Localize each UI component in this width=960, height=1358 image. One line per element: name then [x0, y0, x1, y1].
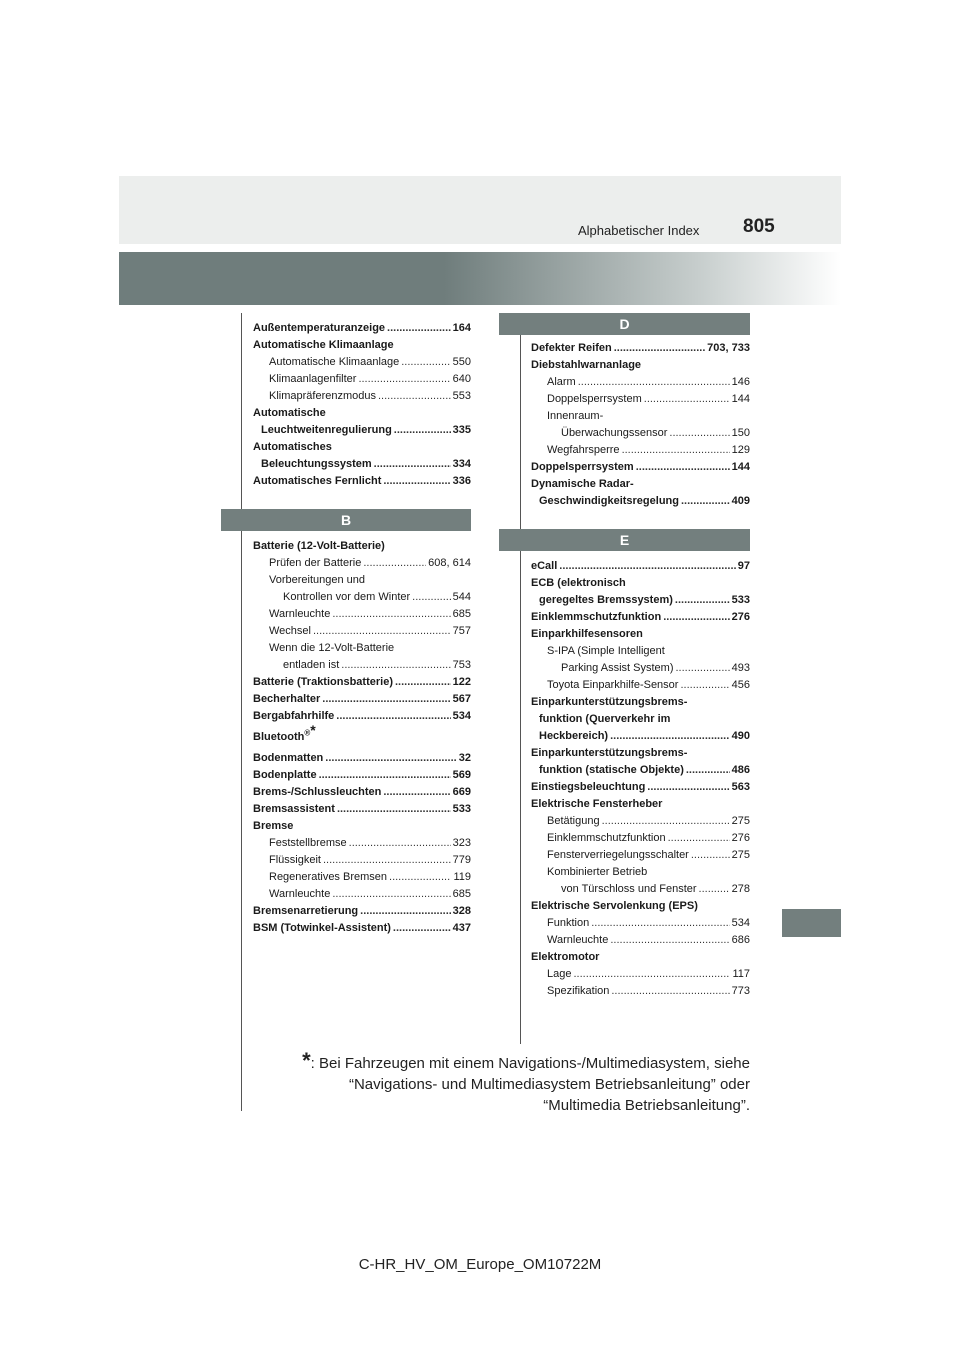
leader-dots — [573, 966, 730, 983]
index-heading-text: Wenn die 12-Volt-Batterie — [269, 642, 395, 654]
index-entry-text: Parking Assist System) — [561, 662, 674, 674]
index-heading-text: Automatisches — [253, 441, 332, 453]
index-entry-text: Außentemperaturanzeige — [253, 322, 386, 334]
leader-dots — [387, 320, 451, 337]
index-entry — [253, 456, 471, 473]
leader-dots — [602, 813, 730, 830]
leader-dots — [644, 391, 730, 408]
index-entry-text: Geschwindigkeitsregelung — [539, 495, 679, 507]
index-page-ref: 553 — [452, 390, 471, 402]
index-heading-text: S-IPA (Simple Intelligent — [547, 645, 665, 657]
index-heading — [531, 694, 750, 711]
footnote-line-2: “Navigations- und Multimediasystem Betriebsanleitung” oder — [348, 1076, 750, 1093]
leader-dots — [686, 762, 730, 779]
index-heading-text: Bremse — [253, 820, 294, 832]
leader-dots — [691, 847, 730, 864]
index-heading — [531, 745, 750, 762]
index-entry-text: Spezifikation — [547, 985, 610, 997]
leader-dots — [337, 801, 451, 818]
letter-heading-d-wrap — [499, 313, 750, 335]
index-entry — [531, 609, 750, 626]
index-group-b — [253, 538, 471, 937]
index-entry — [253, 354, 471, 371]
footnote-line-1: : Bei Fahrzeugen mit einem Navigations-/Multimediasystem, siehe — [310, 1055, 750, 1072]
index-entry — [253, 750, 471, 767]
index-entry-text: Regeneratives Bremsen — [269, 871, 388, 883]
index-entry — [253, 555, 471, 572]
index-entry-text: Wechsel — [269, 625, 311, 637]
index-page-ref: 567 — [452, 693, 471, 705]
leader-dots — [647, 779, 729, 796]
leader-dots — [374, 456, 451, 473]
letter-heading-e: E — [499, 529, 750, 551]
chapter-gradient-bar — [119, 252, 841, 305]
index-page-ref: 323 — [452, 837, 471, 849]
index-entry — [253, 674, 471, 691]
index-page-ref: 119 — [453, 871, 471, 883]
index-entry-text: Warnleuchte — [269, 888, 331, 900]
index-page-ref: 146 — [731, 376, 750, 388]
index-entry — [531, 779, 750, 796]
index-entry-text: Fensterverriegelungsschalter — [547, 849, 689, 861]
index-page-ref: 456 — [731, 679, 750, 691]
leader-dots — [322, 691, 450, 708]
index-entry-text: Klimaanlagenfilter — [269, 373, 357, 385]
leader-dots — [336, 708, 450, 725]
index-entry-text: Einstiegsbeleuchtung — [531, 781, 646, 793]
index-page-ref: 669 — [452, 786, 471, 798]
leader-dots — [360, 903, 450, 920]
leader-dots — [393, 920, 451, 937]
index-group-a — [253, 320, 471, 490]
index-page-ref: 544 — [452, 591, 471, 603]
index-heading-text: Diebstahlwarnanlage — [531, 359, 642, 371]
index-entry — [531, 830, 750, 847]
index-heading-text: Einparkunterstützungsbrems- — [531, 696, 688, 708]
index-entry — [253, 589, 471, 606]
index-page-ref: 563 — [731, 781, 750, 793]
index-entry — [531, 340, 750, 357]
index-entry — [253, 320, 471, 337]
footnote-star: * — [302, 1048, 311, 1073]
index-entry — [253, 920, 471, 937]
leader-dots — [559, 558, 735, 575]
leader-dots — [395, 674, 451, 691]
index-heading-text: Dynamische Radar- — [531, 478, 634, 490]
section-title: Alphabetischer Index — [578, 223, 700, 238]
index-entry-text: geregeltes Bremssystem) — [539, 594, 673, 606]
index-page-ref: 278 — [731, 883, 750, 895]
index-page-ref: 164 — [452, 322, 471, 334]
index-page-ref: 533 — [731, 594, 750, 606]
index-entry-text: Warnleuchte — [547, 934, 609, 946]
index-entry — [531, 459, 750, 476]
index-entry — [253, 903, 471, 920]
index-entry-text: Brems-/Schlussleuchten — [253, 786, 382, 798]
index-heading — [253, 572, 471, 589]
leader-dots — [383, 473, 450, 490]
leader-dots — [636, 459, 730, 476]
letter-heading-b: B — [221, 509, 471, 531]
index-entry — [253, 869, 471, 886]
leader-dots — [675, 592, 730, 609]
index-entry — [253, 852, 471, 869]
index-page-ref: 686 — [731, 934, 750, 946]
index-entry — [253, 801, 471, 818]
index-entry-text: Bodenplatte — [253, 769, 317, 781]
index-entry-text: Prüfen der Batterie — [269, 557, 362, 569]
index-column-left — [253, 320, 471, 937]
index-page-ref: 276 — [731, 832, 750, 844]
index-heading — [531, 575, 750, 592]
index-page-ref: 409 — [731, 495, 750, 507]
index-entry — [253, 657, 471, 674]
leader-dots — [578, 374, 730, 391]
index-entry — [253, 691, 471, 708]
index-entry-text: Beleuchtungssystem — [261, 458, 372, 470]
leader-dots — [363, 555, 426, 572]
index-entry-text: funktion (statische Objekte) — [539, 764, 684, 776]
leader-dots — [622, 442, 730, 459]
index-entry — [531, 813, 750, 830]
index-page-ref: 150 — [731, 427, 750, 439]
index-entry-text: Warnleuchte — [269, 608, 331, 620]
index-heading — [531, 949, 750, 966]
index-entry-text: Automatische Klimaanlage — [269, 356, 400, 368]
index-entry-text: Toyota Einparkhilfe-Sensor — [547, 679, 679, 691]
index-entry — [253, 371, 471, 388]
index-heading-text: Kombinierter Betrieb — [547, 866, 648, 878]
index-entry-text: Überwachungssensor — [561, 427, 668, 439]
index-entry-text: eCall — [531, 560, 558, 572]
index-page-ref: 773 — [731, 985, 750, 997]
index-entry — [531, 677, 750, 694]
index-entry-text: Kontrollen vor dem Winter — [283, 591, 411, 603]
index-entry — [253, 886, 471, 903]
index-entry-text: Batterie (Traktionsbatterie) — [253, 676, 393, 688]
index-heading — [531, 864, 750, 881]
index-page-ref: 32 — [458, 752, 471, 764]
leader-dots — [394, 422, 451, 439]
index-entry — [531, 728, 750, 745]
index-heading — [253, 337, 471, 354]
index-heading-text: Elektromotor — [531, 951, 600, 963]
index-entry-text: entladen ist — [283, 659, 340, 671]
index-entry-text: Doppelsperrsystem — [547, 393, 642, 405]
index-entry-text: Automatisches Fernlicht — [253, 475, 382, 487]
leader-dots — [349, 835, 451, 852]
index-entry — [253, 784, 471, 801]
registered-mark: ® — [304, 728, 311, 738]
middle-column-rule — [520, 313, 521, 1044]
index-entry-text: Funktion — [547, 917, 590, 929]
index-entry — [531, 966, 750, 983]
index-entry-text: Wegfahrsperre — [547, 444, 620, 456]
index-page-ref: 437 — [452, 922, 471, 934]
index-heading-text: Bluetooth — [253, 731, 305, 743]
index-page-ref: 328 — [452, 905, 471, 917]
index-page-ref: 336 — [452, 475, 471, 487]
index-heading — [531, 408, 750, 425]
leader-dots — [332, 606, 450, 623]
index-heading — [253, 439, 471, 456]
index-page-ref: 640 — [452, 373, 471, 385]
letter-heading-d: D — [499, 313, 750, 335]
index-page-ref: 550 — [452, 356, 471, 368]
leader-dots — [383, 784, 450, 801]
index-page-ref: 534 — [731, 917, 750, 929]
index-entry — [531, 915, 750, 932]
index-entry — [531, 847, 750, 864]
index-entry — [531, 762, 750, 779]
index-heading-text: ECB (elektronisch — [531, 577, 626, 589]
index-page-ref: 97 — [737, 560, 750, 572]
index-page-ref: 493 — [731, 662, 750, 674]
index-heading-text: Einparkhilfesensoren — [531, 628, 643, 640]
index-entry — [531, 660, 750, 677]
index-page-ref: 608, 614 — [428, 557, 471, 569]
leader-dots — [389, 869, 451, 886]
footnote-star-ref: * — [310, 722, 316, 739]
index-heading-text: Elektrische Servolenkung (EPS) — [531, 900, 698, 912]
leader-dots — [680, 677, 729, 694]
index-entry — [531, 592, 750, 609]
leader-dots — [699, 881, 730, 898]
index-heading — [531, 898, 750, 915]
index-page-ref: 685 — [452, 888, 471, 900]
index-page-ref: 703, 733 — [707, 342, 750, 354]
index-page-ref: 486 — [731, 764, 750, 776]
index-heading — [531, 476, 750, 493]
index-entry-text: Heckbereich) — [539, 730, 609, 742]
index-group-e — [531, 558, 750, 1000]
index-entry-text: von Türschloss und Fenster — [561, 883, 697, 895]
index-heading-text: Vorbereitungen und — [269, 574, 366, 586]
index-entry — [253, 388, 471, 405]
index-heading — [531, 643, 750, 660]
leader-dots — [358, 371, 450, 388]
index-entry — [531, 425, 750, 442]
leader-dots — [401, 354, 450, 371]
index-entry — [531, 983, 750, 1000]
document-code: C-HR_HV_OM_Europe_OM10722M — [358, 1256, 602, 1273]
index-entry-text: Leuchtweitenregulierung — [261, 424, 392, 436]
index-entry-text: Einklemmschutzfunktion — [547, 832, 666, 844]
index-column-right — [531, 340, 750, 1000]
leader-dots — [325, 750, 456, 767]
index-entry — [253, 767, 471, 784]
index-heading — [253, 818, 471, 835]
leader-dots — [669, 425, 729, 442]
leader-dots — [675, 660, 729, 677]
index-entry — [531, 374, 750, 391]
index-page-ref: 334 — [452, 458, 471, 470]
index-page-ref: 757 — [452, 625, 471, 637]
footnote — [290, 1050, 750, 1116]
index-entry-text: BSM (Totwinkel-Assistent) — [253, 922, 391, 934]
index-heading-text: funktion (Querverkehr im — [539, 713, 671, 725]
leader-dots — [614, 340, 705, 357]
index-group-d — [531, 340, 750, 510]
index-entry — [531, 558, 750, 575]
index-heading-text: Innenraum- — [547, 410, 604, 422]
index-page-ref: 490 — [731, 730, 750, 742]
index-heading-text: Batterie (12-Volt-Batterie) — [253, 540, 385, 552]
index-entry-text: Flüssigkeit — [269, 854, 321, 866]
leader-dots — [681, 493, 730, 510]
index-heading-text: Einparkunterstützungsbrems- — [531, 747, 688, 759]
index-entry — [253, 835, 471, 852]
index-entry — [253, 473, 471, 490]
index-page-ref: 335 — [452, 424, 471, 436]
index-entry-text: Bremsassistent — [253, 803, 335, 815]
index-entry — [253, 623, 471, 640]
leader-dots — [378, 388, 451, 405]
index-page-ref: 129 — [731, 444, 750, 456]
index-heading-text: Automatische Klimaanlage — [253, 339, 394, 351]
index-page-ref: 685 — [452, 608, 471, 620]
index-page-ref: 779 — [452, 854, 471, 866]
index-page-ref: 144 — [731, 393, 750, 405]
left-column-rule — [241, 313, 242, 1111]
index-heading-text: Automatische — [253, 407, 326, 419]
index-page-ref: 569 — [452, 769, 471, 781]
index-entry-text: Lage — [547, 968, 572, 980]
index-entry — [531, 493, 750, 510]
index-page-ref: 534 — [452, 710, 471, 722]
index-heading — [253, 640, 471, 657]
index-entry — [531, 932, 750, 949]
index-entry-text: Klimapräferenzmodus — [269, 390, 376, 402]
index-heading — [253, 405, 471, 422]
leader-dots — [319, 767, 451, 784]
page-number: 805 — [743, 216, 775, 237]
leader-dots — [611, 983, 729, 1000]
index-entry-text: Feststellbremse — [269, 837, 347, 849]
index-entry-text: Defekter Reifen — [531, 342, 612, 354]
index-entry-text: Betätigung — [547, 815, 600, 827]
index-entry — [531, 391, 750, 408]
leader-dots — [663, 609, 729, 626]
leader-dots — [341, 657, 450, 674]
index-entry-text: Bodenmatten — [253, 752, 324, 764]
leader-dots — [668, 830, 730, 847]
index-heading — [531, 796, 750, 813]
index-heading — [253, 538, 471, 555]
index-heading — [253, 722, 471, 746]
index-page-ref: 117 — [732, 968, 750, 980]
index-entry-text: Einklemmschutzfunktion — [531, 611, 662, 623]
leader-dots — [332, 886, 450, 903]
footnote-line-3: “Multimedia Betriebsanleitung”. — [543, 1097, 750, 1114]
leader-dots — [412, 589, 450, 606]
index-page-ref: 276 — [731, 611, 750, 623]
index-entry-text: Bergabfahrhilfe — [253, 710, 335, 722]
index-entry — [531, 442, 750, 459]
header-band — [119, 176, 841, 244]
index-entry-text: Becherhalter — [253, 693, 321, 705]
chapter-thumb-tab — [782, 909, 841, 937]
index-entry — [253, 422, 471, 439]
index-entry-text: Alarm — [547, 376, 576, 388]
leader-dots — [591, 915, 729, 932]
index-page-ref: 275 — [731, 815, 750, 827]
index-entry — [531, 881, 750, 898]
index-heading — [531, 357, 750, 374]
index-entry — [253, 708, 471, 725]
leader-dots — [313, 623, 451, 640]
index-page-ref: 275 — [731, 849, 750, 861]
index-heading-text: Elektrische Fensterheber — [531, 798, 663, 810]
index-entry-text: Doppelsperrsystem — [531, 461, 634, 473]
index-entry — [253, 606, 471, 623]
index-page-ref: 533 — [452, 803, 471, 815]
index-page-ref: 144 — [731, 461, 750, 473]
index-heading — [531, 711, 750, 728]
index-page-ref: 753 — [452, 659, 471, 671]
leader-dots — [610, 932, 729, 949]
leader-dots — [323, 852, 451, 869]
index-page-ref: 122 — [452, 676, 471, 688]
index-heading — [531, 626, 750, 643]
leader-dots — [610, 728, 730, 745]
index-entry-text: Bremsenarretierung — [253, 905, 359, 917]
